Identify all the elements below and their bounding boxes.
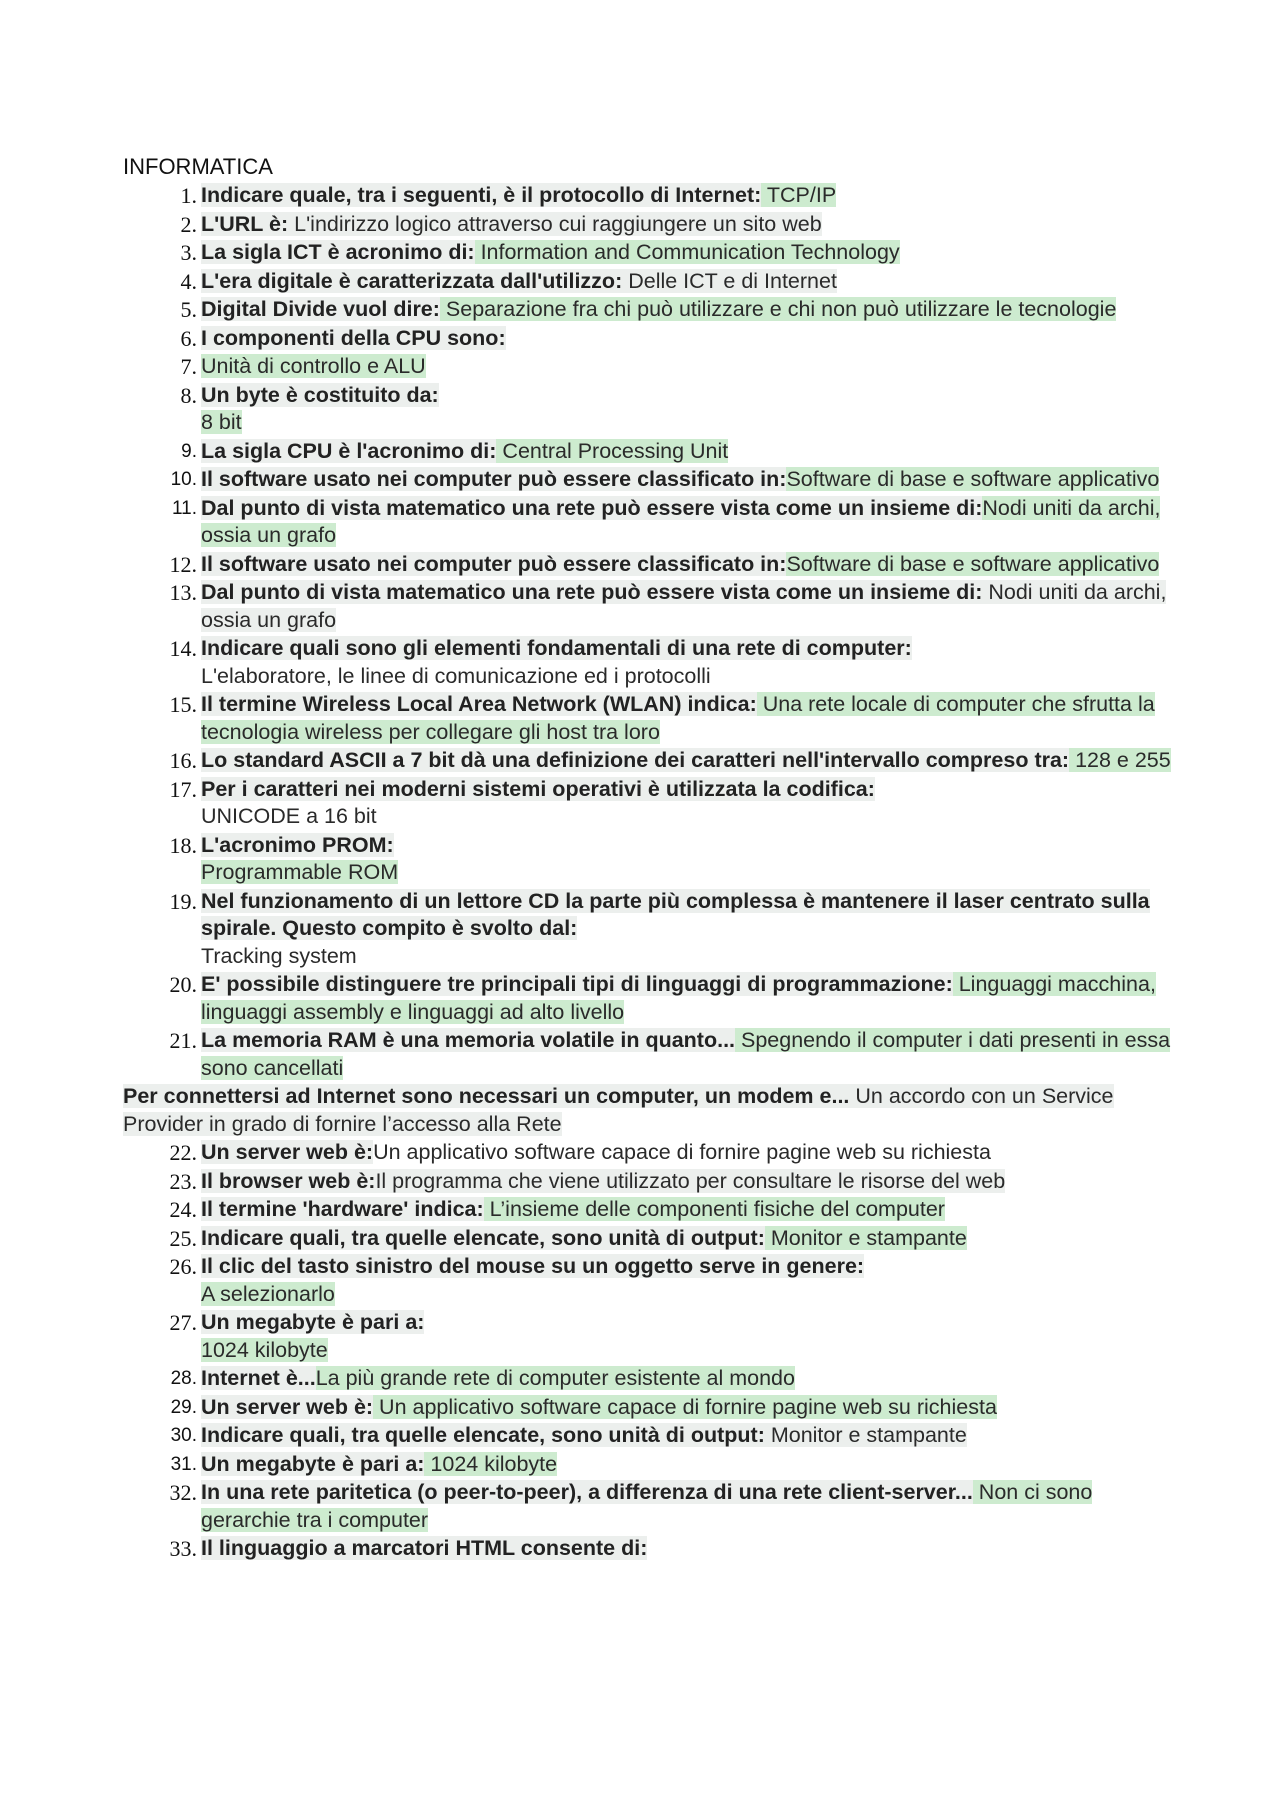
list-item — [123, 747, 1175, 775]
item-number: 23. — [169, 1168, 197, 1194]
answer-text: Un accordo con un Service Provider in grado di fornire l’accesso alla Rete — [123, 1084, 1114, 1136]
answer-text: L'indirizzo logico attraverso cui raggiungere un sito web — [288, 211, 822, 236]
item-number: 24. — [169, 1197, 197, 1222]
question-text: Il clic del tasto sinistro del mouse su un oggetto serve in genere: — [201, 1254, 865, 1278]
list-item — [123, 1479, 1175, 1534]
list-item — [123, 1535, 1175, 1563]
answer-text: Il programma che viene utilizzato per consultare le risorse del web — [375, 1168, 1006, 1193]
item-number: 26. — [169, 1254, 197, 1279]
question-text: La memoria RAM è una memoria volatile in quanto... — [201, 1028, 736, 1052]
list-item — [123, 1253, 1175, 1308]
answer-text: 8 bit — [201, 410, 242, 434]
item-number: 13. — [169, 580, 197, 605]
item-number: 33. — [169, 1536, 197, 1561]
item-number: 17. — [169, 776, 197, 802]
list-item — [123, 382, 1175, 437]
list-item — [123, 1309, 1175, 1364]
answer-text: Nodi uniti da archi, ossia un grafo — [201, 495, 1161, 547]
list-item — [123, 579, 1175, 634]
list-item — [123, 438, 1175, 466]
answer-text: Un applicativo software capace di fornire pagine web su richiesta — [373, 1394, 997, 1419]
list-item — [123, 1168, 1175, 1196]
question-text: Lo standard ASCII a 7 bit dà una definizione dei caratteri nell'intervallo compreso tra: — [201, 748, 1070, 772]
question-text: Un server web è: — [201, 1394, 374, 1419]
question-text: Per connettersi ad Internet sono necessari un computer, un modem e... — [123, 1084, 850, 1108]
document-page — [123, 154, 1175, 1564]
answer-text: Spegnendo il computer i dati presenti in essa sono cancellati — [201, 1028, 1171, 1080]
list-item — [123, 268, 1175, 296]
question-paragraph — [123, 1083, 1175, 1138]
answer-text: Una rete locale di computer che sfrutta la tecnologia wireless per collegare gli host tra loro — [201, 692, 1155, 744]
item-number: 4. — [180, 268, 197, 294]
question-text: Indicare quale, tra i seguenti, è il protocollo di Internet: — [201, 183, 762, 207]
item-number: 25. — [169, 1225, 197, 1251]
item-number: 12. — [169, 551, 197, 577]
list-item — [123, 1196, 1175, 1224]
list-item — [123, 691, 1175, 746]
answer-text: TCP/IP — [761, 183, 837, 207]
answer-text: Separazione fra chi può utilizzare e chi non può utilizzare le tecnologie — [439, 297, 1117, 321]
answer-text: Programmable ROM — [201, 860, 399, 884]
answer-text: Software di base e software applicativo — [786, 551, 1160, 576]
question-text: Un megabyte è pari a: — [201, 1451, 425, 1476]
question-text: La sigla ICT è acronimo di: — [201, 240, 475, 264]
answer-text: Tracking system — [201, 943, 357, 968]
list-item — [123, 1451, 1175, 1479]
answer-text: 1024 kilobyte — [424, 1451, 558, 1476]
question-text: Per i caratteri nei moderni sistemi operativi è utilizzata la codifica: — [201, 776, 875, 801]
list-item — [123, 239, 1175, 267]
list-item — [123, 325, 1175, 353]
question-text: In una rete paritetica (o peer-to-peer), a differenza di una rete client-server... — [201, 1480, 973, 1504]
item-number: 18. — [169, 832, 197, 858]
item-number: 31. — [170, 1453, 197, 1475]
list-item — [123, 832, 1175, 887]
question-text: Un server web è: — [201, 1140, 374, 1164]
list-item — [123, 296, 1175, 324]
question-text: Digital Divide vuol dire: — [201, 297, 440, 321]
answer-text: Non ci sono gerarchie tra i computer — [201, 1480, 1093, 1532]
item-number: 21. — [169, 1028, 197, 1053]
question-text: Indicare quali, tra quelle elencate, sono unità di output: — [201, 1225, 765, 1250]
item-number: 14. — [169, 636, 197, 661]
item-number: 22. — [169, 1140, 197, 1165]
list-item — [123, 182, 1175, 210]
question-text: Indicare quali sono gli elementi fondamentali di una rete di computer: — [201, 636, 912, 660]
list-item — [123, 1027, 1175, 1082]
item-number: 8. — [180, 382, 197, 408]
answer-text: Linguaggi macchina, linguaggi assembly e linguaggi ad alto livello — [201, 972, 1156, 1024]
answer-text: La più grande rete di computer esistente al mondo — [315, 1366, 795, 1390]
question-text: Il software usato nei computer può essere classificato in: — [201, 467, 787, 491]
item-number: 6. — [180, 325, 197, 351]
question-text: Un megabyte è pari a: — [201, 1310, 425, 1334]
answer-text: A selezionarlo — [201, 1281, 335, 1306]
question-text: L'era digitale è caratterizzata dall'utilizzo: — [201, 268, 623, 293]
question-list-continued — [123, 1139, 1175, 1563]
list-item — [123, 888, 1175, 971]
item-number: 30. — [170, 1425, 197, 1446]
question-text: La sigla CPU è l'acronimo di: — [201, 438, 497, 463]
item-number: 5. — [180, 297, 197, 322]
item-number: 32. — [169, 1480, 197, 1505]
list-item — [123, 776, 1175, 831]
question-text: Il linguaggio a marcatori HTML consente di: — [201, 1536, 648, 1560]
question-text: Nel funzionamento di un lettore CD la parte più complessa è mantenere il laser centrato sulla spirale. Questo compito è svolto dal: — [201, 888, 1150, 940]
item-number: 15. — [169, 692, 197, 717]
list-item — [123, 495, 1175, 550]
question-text: Indicare quali, tra quelle elencate, sono unità di output: — [201, 1423, 765, 1447]
list-item — [123, 353, 1175, 381]
question-text: I componenti della CPU sono: — [201, 325, 506, 350]
answer-text: UNICODE a 16 bit — [201, 804, 377, 828]
question-text: Il termine 'hardware' indica: — [201, 1197, 484, 1221]
question-list — [123, 182, 1175, 1082]
answer-text: L'elaboratore, le linee di comunicazione ed i protocolli — [201, 663, 711, 688]
item-number: 11. — [171, 497, 197, 519]
list-item — [123, 1365, 1175, 1393]
answer-text: 1024 kilobyte — [201, 1337, 328, 1362]
answer-text: Un applicativo software capace di fornire pagine web su richiesta — [373, 1140, 991, 1164]
item-number: 1. — [180, 183, 197, 208]
answer-text: Delle ICT e di Internet — [622, 268, 837, 293]
item-number: 7. — [180, 354, 197, 379]
item-number: 29. — [170, 1396, 197, 1418]
item-number: 3. — [180, 240, 197, 265]
answer-text: 128 e 255 — [1069, 748, 1171, 772]
question-text: Il software usato nei computer può essere classificato in: — [201, 551, 787, 576]
list-item — [123, 1422, 1175, 1450]
item-number: 16. — [169, 748, 197, 773]
item-number: 20. — [169, 972, 197, 997]
item-number: 27. — [169, 1310, 197, 1335]
question-text: Il termine Wireless Local Area Network (WLAN) indica: — [201, 692, 757, 716]
item-number: 10. — [170, 469, 197, 490]
answer-text: Software di base e software applicativo — [786, 467, 1160, 491]
question-text: Il browser web è: — [201, 1168, 376, 1193]
list-item — [123, 635, 1175, 690]
item-number: 19. — [169, 888, 197, 914]
answer-text: Central Processing Unit — [496, 438, 729, 463]
list-item — [123, 1139, 1175, 1167]
list-item — [123, 971, 1175, 1026]
answer-text: Information and Communication Technology — [474, 240, 900, 264]
answer-text: Monitor e stampante — [764, 1423, 967, 1447]
answer-text: Nodi uniti da archi, ossia un grafo — [201, 580, 1167, 632]
answer-text: Monitor e stampante — [764, 1225, 967, 1250]
list-item — [123, 1225, 1175, 1253]
list-item — [123, 466, 1175, 494]
question-text: Internet è... — [201, 1366, 316, 1390]
list-item — [123, 211, 1175, 239]
item-number: 2. — [180, 211, 197, 237]
question-text: E' possibile distinguere tre principali tipi di linguaggi di programmazione: — [201, 972, 953, 996]
answer-text: L’insieme delle componenti fisiche del computer — [483, 1197, 945, 1221]
list-item — [123, 1394, 1175, 1422]
document-title: INFORMATICA — [123, 154, 273, 179]
list-item — [123, 551, 1175, 579]
item-number: 9. — [181, 440, 197, 462]
item-number: 28. — [170, 1368, 197, 1389]
answer-text: Unità di controllo e ALU — [201, 354, 426, 378]
question-text: L'URL è: — [201, 211, 289, 236]
question-text: Un byte è costituito da: — [201, 382, 439, 407]
question-text: Dal punto di vista matematico una rete può essere vista come un insieme di: — [201, 495, 983, 520]
question-text: L'acronimo PROM: — [201, 832, 394, 857]
question-text: Dal punto di vista matematico una rete può essere vista come un insieme di: — [201, 580, 983, 604]
